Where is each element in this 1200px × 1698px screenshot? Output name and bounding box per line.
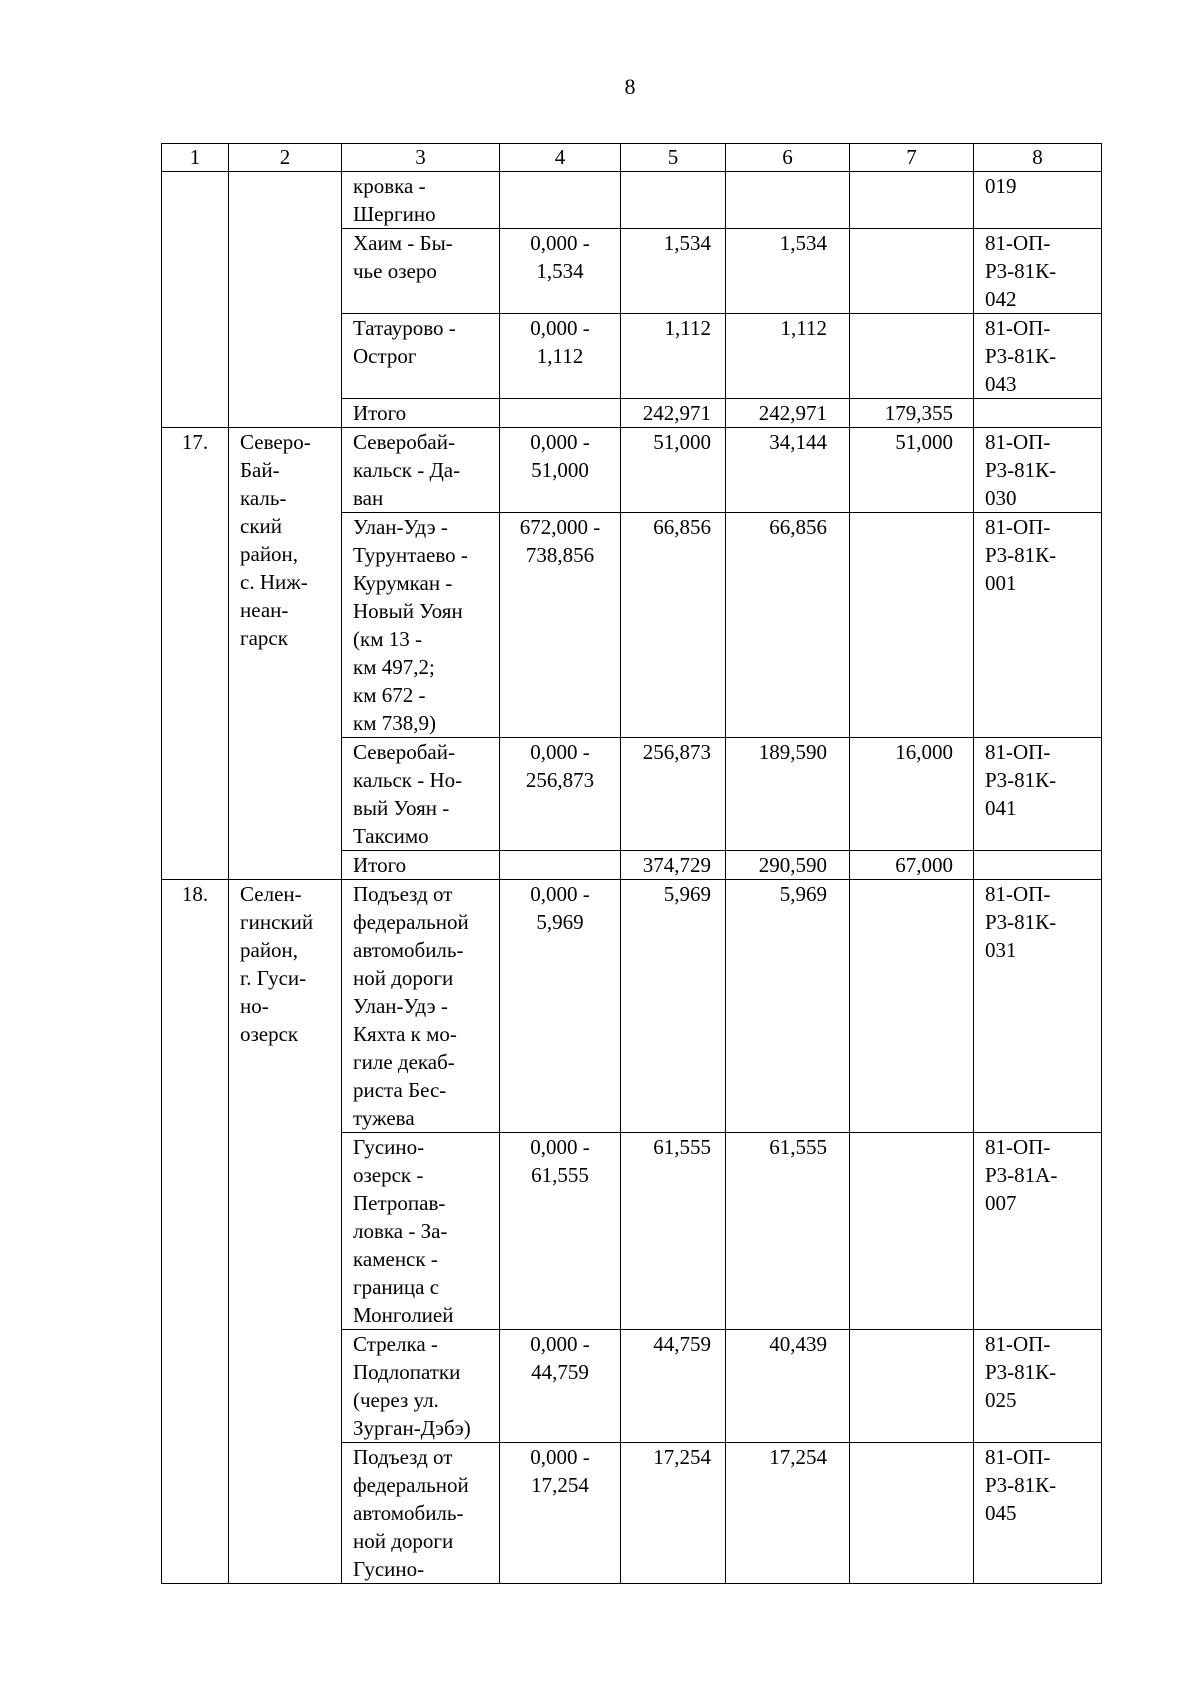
road-id-cell: 81-ОП- Р3-81К- 031 (974, 880, 1102, 1133)
col-header: 1 (162, 144, 229, 172)
road-name-cell: Татаурово - Острог (342, 314, 500, 399)
district-cell (229, 172, 342, 428)
row-number-cell: 18. (162, 880, 229, 1584)
subtotal-label: Итого (342, 399, 500, 428)
km-range-cell: 0,000 - 1,534 (500, 229, 621, 314)
col-header: 5 (621, 144, 726, 172)
col7-cell: 67,000 (850, 851, 974, 880)
road-id-cell: 81-ОП- Р3-81К- 041 (974, 738, 1102, 851)
road-id-cell: 81-ОП- Р3-81К- 030 (974, 428, 1102, 513)
road-id-cell (974, 399, 1102, 428)
km-range-cell: 0,000 - 61,555 (500, 1133, 621, 1330)
road-name-cell: Улан-Удэ - Турунтаево - Курумкан - Новый Уоян (км 13 - км 497,2; км 672 - км 738,9) (342, 513, 500, 738)
col6-cell: 189,590 (726, 738, 850, 851)
road-name-cell: Северобай- кальск - Но- вый Уоян - Таксимо (342, 738, 500, 851)
km-range-cell (500, 172, 621, 229)
col7-cell (850, 880, 974, 1133)
col6-cell: 242,971 (726, 399, 850, 428)
col6-cell (726, 172, 850, 229)
district-cell: Северо- Бай- каль- ский район, с. Ниж- неан- гарск (229, 428, 342, 880)
col7-cell: 16,000 (850, 738, 974, 851)
col5-cell: 17,254 (621, 1443, 726, 1584)
column-numbers-row (162, 144, 1102, 172)
road-name-cell: Хаим - Бы- чье озеро (342, 229, 500, 314)
col5-cell: 256,873 (621, 738, 726, 851)
subtotal-label: Итого (342, 851, 500, 880)
col5-cell: 1,112 (621, 314, 726, 399)
table-row (162, 880, 1102, 1133)
col5-cell: 5,969 (621, 880, 726, 1133)
road-name-cell: кровка - Шергино (342, 172, 500, 229)
col-header: 8 (974, 144, 1102, 172)
col-header: 6 (726, 144, 850, 172)
col7-cell (850, 1133, 974, 1330)
col7-cell (850, 513, 974, 738)
col6-cell: 40,439 (726, 1330, 850, 1443)
col5-cell: 1,534 (621, 229, 726, 314)
km-range-cell (500, 851, 621, 880)
col6-cell: 5,969 (726, 880, 850, 1133)
km-range-cell: 0,000 - 51,000 (500, 428, 621, 513)
col7-cell (850, 314, 974, 399)
district-cell: Селен- гинский район, г. Гуси- но- озерск (229, 880, 342, 1584)
km-range-cell: 0,000 - 256,873 (500, 738, 621, 851)
col6-cell: 1,534 (726, 229, 850, 314)
col5-cell (621, 172, 726, 229)
col6-cell: 1,112 (726, 314, 850, 399)
km-range-cell (500, 399, 621, 428)
col6-cell: 17,254 (726, 1443, 850, 1584)
col5-cell: 61,555 (621, 1133, 726, 1330)
roads-table (161, 143, 1102, 1584)
col-header: 4 (500, 144, 621, 172)
road-id-cell: 81-ОП- Р3-81К- 042 (974, 229, 1102, 314)
col6-cell: 34,144 (726, 428, 850, 513)
road-id-cell (974, 851, 1102, 880)
col-header: 3 (342, 144, 500, 172)
col7-cell: 51,000 (850, 428, 974, 513)
col-header: 7 (850, 144, 974, 172)
km-range-cell: 0,000 - 44,759 (500, 1330, 621, 1443)
col7-cell (850, 1330, 974, 1443)
col7-cell: 179,355 (850, 399, 974, 428)
km-range-cell: 0,000 - 17,254 (500, 1443, 621, 1584)
road-id-cell: 81-ОП- Р3-81К- 045 (974, 1443, 1102, 1584)
road-name-cell: Подъезд от федеральной автомобиль- ной дороги Гусино- (342, 1443, 500, 1584)
col-header: 2 (229, 144, 342, 172)
table-row (162, 428, 1102, 513)
row-number-cell: 17. (162, 428, 229, 880)
col5-cell: 66,856 (621, 513, 726, 738)
km-range-cell: 0,000 - 5,969 (500, 880, 621, 1133)
road-name-cell: Северобай- кальск - Да- ван (342, 428, 500, 513)
road-id-cell: 019 (974, 172, 1102, 229)
col7-cell (850, 172, 974, 229)
road-id-cell: 81-ОП- Р3-81А- 007 (974, 1133, 1102, 1330)
col7-cell (850, 1443, 974, 1584)
col6-cell: 66,856 (726, 513, 850, 738)
page-number: 8 (624, 74, 636, 99)
road-name-cell: Стрелка - Подлопатки (через ул. Зурган-Дэбэ) (342, 1330, 500, 1443)
road-name-cell: Подъезд от федеральной автомобиль- ной дороги Улан-Удэ - Кяхта к мо- гиле декаб- риста Бес- тужева (342, 880, 500, 1133)
col5-cell: 44,759 (621, 1330, 726, 1443)
col7-cell (850, 229, 974, 314)
road-id-cell: 81-ОП- Р3-81К- 001 (974, 513, 1102, 738)
road-id-cell: 81-ОП- Р3-81К- 025 (974, 1330, 1102, 1443)
col5-cell: 374,729 (621, 851, 726, 880)
col5-cell: 242,971 (621, 399, 726, 428)
km-range-cell: 672,000 - 738,856 (500, 513, 621, 738)
col6-cell: 61,555 (726, 1133, 850, 1330)
km-range-cell: 0,000 - 1,112 (500, 314, 621, 399)
col5-cell: 51,000 (621, 428, 726, 513)
table-row (162, 172, 1102, 229)
col6-cell: 290,590 (726, 851, 850, 880)
road-id-cell: 81-ОП- Р3-81К- 043 (974, 314, 1102, 399)
row-number-cell (162, 172, 229, 428)
road-name-cell: Гусино- озерск - Петропав- ловка - За- каменск - граница с Монголией (342, 1133, 500, 1330)
